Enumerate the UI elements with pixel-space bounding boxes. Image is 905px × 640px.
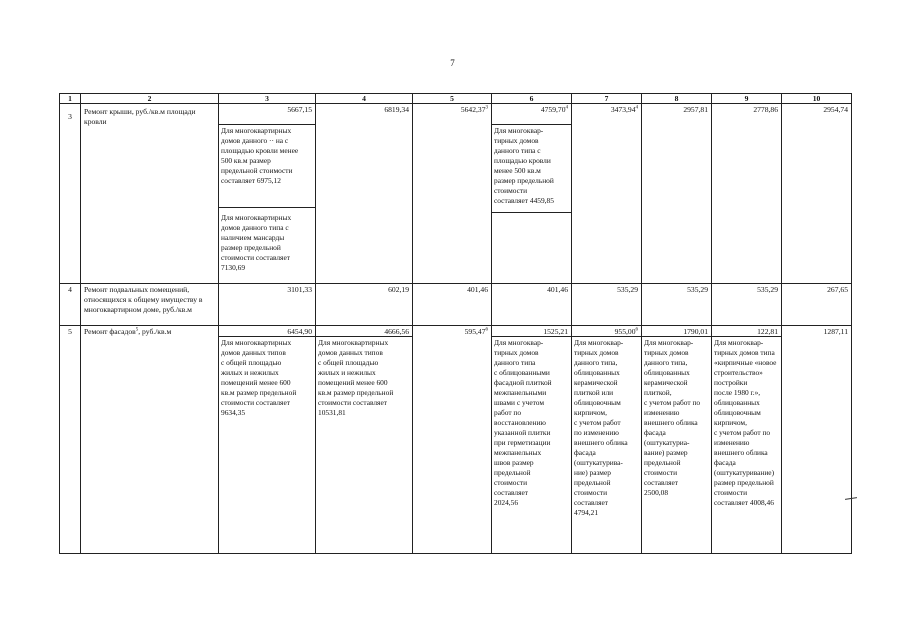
cell-note: Для многоквар- тирных домов данного типа с облицованными фасадной плиткой межпанельными швами с учетом работ по восстановлению указанной плитки при герметизации межпанельных швов размер предельной стоимости составляет 2024,56	[492, 336, 571, 509]
header-cell-8: 8	[642, 94, 712, 104]
cell-value: 5667,15	[287, 105, 312, 114]
header-cell-9: 9	[712, 94, 782, 104]
cell-col5	[413, 326, 492, 554]
header-cell-2: 2	[81, 94, 219, 104]
row-name: Ремонт фасадов$^5$, руб./кв.м	[81, 326, 219, 554]
table-row-basement	[60, 284, 852, 326]
cell-col3	[219, 104, 316, 284]
cell-col10	[782, 284, 852, 326]
table-row-facade	[60, 326, 852, 554]
cell-col7	[572, 326, 642, 554]
cell-value: 535,29	[617, 285, 638, 294]
cell-value: 1287,11	[823, 327, 848, 336]
cell-value: 4759,70$^4$	[540, 105, 568, 114]
cell-value: 2954,74	[823, 105, 848, 114]
cell-col6	[492, 326, 572, 554]
page-number: 7	[450, 58, 455, 68]
table-row-roof	[60, 104, 852, 284]
cost-table	[59, 93, 852, 554]
cell-value: 602,19	[388, 285, 409, 294]
cell-note: Для многоквар- тирных домов данного типа, облицованных керамической плиткой, с учетом работ по изменению внешнего облика фасада (оштукатуриа- вание) размер предельной стоимости составляет 2500,08	[642, 336, 711, 499]
cell-value: 1790,01	[683, 327, 708, 336]
row-name: Ремонт подвальных помещений, относящихся к общему имуществу в многоквартирном доме, руб./кв.м	[81, 284, 219, 326]
cell-col5	[413, 104, 492, 284]
cell-col4	[316, 104, 413, 284]
header-row	[60, 94, 852, 104]
cell-value: 5642,37$^3$	[460, 105, 488, 114]
cell-value: 955,00$^6$	[614, 327, 638, 336]
header-cell-5: 5	[413, 94, 492, 104]
cell-col9	[712, 284, 782, 326]
cell-value: 3473,94$^4$	[610, 105, 638, 114]
cell-col7	[572, 104, 642, 284]
header-cell-6: 6	[492, 94, 572, 104]
cell-col9	[712, 326, 782, 554]
cell-col6	[492, 284, 572, 326]
cell-value: 122,81	[757, 327, 778, 336]
cell-value: 4666,56	[384, 327, 409, 336]
cell-col5	[413, 284, 492, 326]
cell-col9	[712, 104, 782, 284]
header-cell-10: 10	[782, 94, 852, 104]
cell-note: Для многоквар- тирных домов типа «кирпичные «новое строительство» постройки после 1980 г.», облицованных облицовочным кирпичом, с учетом работ по изменению внешнего облика фасада (оштукатуривание) размер предельной стоимости составляет 4008,46	[712, 336, 781, 509]
cell-value: 2778,86	[753, 105, 778, 114]
cell-value: 535,29	[757, 285, 778, 294]
cell-value: 2957,81	[683, 105, 708, 114]
cell-col7	[572, 284, 642, 326]
cell-note: Для многоквартирных домов данного типа с наличием мансарды размер предельной стоимости составляет 7130,69	[221, 213, 292, 272]
cell-value: 595,47$^6$	[464, 327, 488, 336]
cell-value: 1525,21	[543, 327, 568, 336]
cell-col10	[782, 326, 852, 554]
cell-value: 3101,33	[287, 285, 312, 294]
cell-value: 267,65	[827, 285, 848, 294]
header-cell-4: 4	[316, 94, 413, 104]
row-number: 4	[60, 284, 81, 326]
cell-note: Для многоквартирных домов данного ·· на с площадью кровли менее 500 кв.м размер предельной стоимости составляет 6975,12	[219, 124, 315, 208]
row-name: Ремонт крыши, руб./кв.м площади кровли	[81, 104, 219, 284]
row-number: 5	[60, 326, 81, 554]
cell-note: Для многоквар- тирных домов данного типа с площадью кровли менее 500 кв.м размер предельной стоимости составляет 4459,85	[492, 124, 571, 213]
cell-note: Для многоквартирных домов данных типов с общей площадью жилых и нежилых помещений менее 600 кв.м размер предельной стоимости составляет 9634,35	[219, 336, 315, 419]
cell-col8	[642, 284, 712, 326]
cell-value: 401,46	[547, 285, 568, 294]
cell-col3	[219, 284, 316, 326]
cell-col8	[642, 326, 712, 554]
cell-col8	[642, 104, 712, 284]
cell-col4	[316, 326, 413, 554]
header-cell-7: 7	[572, 94, 642, 104]
cell-value: 401,46	[467, 285, 488, 294]
cell-note: Для многоквартирных домов данных типов с общей площадью жилых и нежилых помещений менее 600 кв.м размер предельной стоимости составляет 10531,81	[316, 336, 412, 419]
row-number: 3	[60, 104, 81, 284]
cell-col3	[219, 326, 316, 554]
cell-col4	[316, 284, 413, 326]
cell-note: Для многоквар- тирных домов данного типа, облицованных керамической плиткой или облицовочным кирпичом, с учетом работ по изменению внешнего облика фасада (оштукатурива- ние) размер предельной стоимости составляет 4794,21	[572, 336, 641, 519]
cell-value: 6454,90	[287, 327, 312, 336]
header-cell-3: 3	[219, 94, 316, 104]
cell-col6	[492, 104, 572, 284]
cell-col10	[782, 104, 852, 284]
header-cell-1: 1	[60, 94, 81, 104]
cell-value: 535,29	[687, 285, 708, 294]
cell-value: 6819,34	[384, 105, 409, 114]
